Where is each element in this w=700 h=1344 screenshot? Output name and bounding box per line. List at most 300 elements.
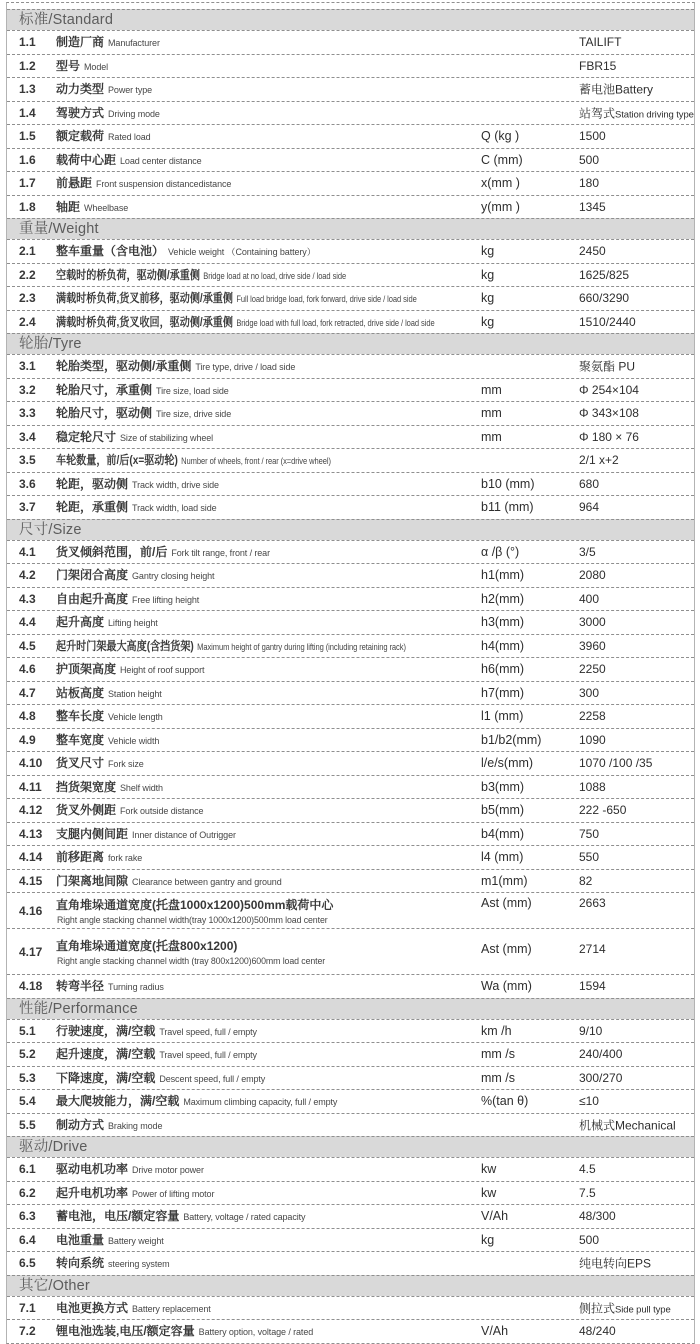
row-value-main: 2714 [579, 942, 606, 956]
row-value [579, 662, 606, 676]
row-label-chinese: 轮胎尺寸，承重侧 [56, 382, 153, 397]
row-label-english: Height of roof support [120, 665, 205, 676]
row-unit: b1/b2(mm) [481, 732, 542, 747]
row-number: 2.2 [19, 267, 36, 282]
row-unit: Q (kg ) [481, 129, 520, 144]
row-value [579, 453, 619, 467]
row-value [579, 545, 596, 559]
row-number: 4.8 [19, 709, 36, 724]
row-number: 4.1 [19, 544, 36, 559]
row-unit: h6(mm) [481, 662, 525, 677]
row-value-main: 400 [579, 591, 600, 606]
row-value [579, 35, 621, 49]
row-label [56, 1231, 164, 1249]
row-label [56, 266, 346, 284]
row-value-main: 222 -650 [579, 803, 627, 818]
row-number: 4.4 [19, 615, 36, 630]
row-value [579, 1094, 599, 1108]
row-value-main: 2080 [579, 568, 606, 583]
row-value-main: TAILIFT [579, 35, 622, 50]
row-value [579, 1209, 616, 1223]
row-number: 6.2 [19, 1185, 36, 1200]
row-label [56, 590, 199, 608]
table-row [7, 563, 694, 587]
row-value-main: 1070 /100 /35 [579, 756, 653, 771]
table-row [7, 1319, 694, 1343]
row-label [56, 660, 204, 678]
row-unit: kg [481, 267, 495, 282]
row-number: 1.7 [19, 176, 36, 191]
row-label-chinese: 电池重量 [56, 1232, 105, 1247]
row-label [56, 127, 151, 145]
row-value [579, 1186, 596, 1200]
row-label-english: Front suspension distancedistance [96, 179, 232, 190]
row-value-main: ≤10 [579, 1094, 599, 1109]
row-number: 4.16 [19, 903, 43, 918]
row-label [56, 684, 162, 702]
table-row [7, 704, 694, 728]
row-number: 5.3 [19, 1070, 36, 1085]
row-value-main: 680 [579, 476, 600, 491]
row-unit: h7(mm) [481, 685, 525, 700]
row-number: 6.4 [19, 1232, 36, 1247]
row-value-main: 侧拉式 [579, 1301, 616, 1316]
row-number: 6.5 [19, 1256, 36, 1271]
row-value-main: 82 [579, 873, 593, 888]
row-label-chinese: 直角堆垛通道宽度(托盘800x1200) [56, 939, 238, 953]
row-number: 5.4 [19, 1094, 36, 1109]
row-value-main: 9/10 [579, 1023, 603, 1038]
row-number: 4.18 [19, 979, 43, 994]
row-label [56, 778, 163, 796]
row-label [56, 1092, 337, 1110]
row-value-main: 纯电转向EPS [579, 1256, 652, 1271]
row-number: 1.6 [19, 152, 36, 167]
row-value-main: 机械式Mechanical [579, 1118, 676, 1133]
table-row [7, 974, 694, 998]
row-label-english: Rated load [108, 132, 151, 143]
row-value-main: 2450 [579, 244, 606, 259]
row-number: 3.5 [19, 453, 36, 468]
row-unit: mm [481, 382, 502, 397]
table-row [7, 263, 694, 287]
row-label [56, 1299, 211, 1317]
table-row [7, 634, 694, 658]
row-unit: α /β (°) [481, 544, 520, 559]
row-label-english: Battery weight [108, 1235, 164, 1246]
row-label [56, 313, 435, 331]
table-row [7, 845, 694, 869]
row-value-main: FBR15 [579, 58, 617, 73]
row-value-main: 3/5 [579, 544, 596, 559]
row-number: 6.3 [19, 1209, 36, 1224]
row-label-english: Size of stabilizing wheel [120, 432, 214, 443]
row-value [579, 709, 606, 723]
row-value [579, 1299, 671, 1316]
row-unit: h3(mm) [481, 615, 525, 630]
row-value-main: 1088 [579, 779, 606, 794]
table-row [7, 171, 694, 195]
row-number: 1.1 [19, 35, 36, 50]
row-label-english: Maximum climbing capacity, full / empty [183, 1097, 338, 1108]
table-row [7, 1251, 694, 1275]
row-value [579, 1116, 676, 1133]
row-label-english: Right angle stacking channel width (tray 800x1200)600mm load center [57, 956, 326, 966]
table-row [7, 1228, 694, 1252]
row-label-english: Station height [108, 688, 162, 699]
table-row [7, 540, 694, 564]
row-value-main: 964 [579, 500, 600, 515]
row-unit: h2(mm) [481, 591, 525, 606]
row-label-english: Bridge load with full load, fork retracted, drive side / load side [236, 317, 435, 328]
row-unit: mm [481, 429, 502, 444]
row-unit: km /h [481, 1023, 512, 1038]
row-value-main: 2663 [579, 896, 606, 910]
row-label-english: Bridge load at no load, drive side / load side [203, 270, 347, 281]
table-row [7, 869, 694, 893]
row-label-chinese: 起升电机功率 [56, 1185, 129, 1200]
row-value-main: 2250 [579, 662, 606, 677]
row-label-english: Braking mode [108, 1120, 163, 1131]
row-value [579, 827, 599, 841]
row-label [56, 1116, 162, 1134]
row-label-english: Power of lifting motor [132, 1188, 215, 1199]
row-label-chinese: 起升时门架最大高度(含挡货架) [56, 638, 194, 653]
row-label-chinese: 空载时的桥负荷，驱动侧/承重侧 [56, 267, 200, 282]
table-row [7, 681, 694, 705]
row-number: 4.17 [19, 944, 43, 959]
row-value-main: 2/1 x+2 [579, 453, 619, 468]
table-row [7, 1089, 694, 1113]
row-value [579, 803, 626, 817]
row-value [579, 979, 606, 993]
row-label-chinese: 轮胎类型，驱动侧/承重侧 [56, 359, 192, 374]
table-row [7, 148, 694, 172]
table-row [7, 751, 694, 775]
table-row [7, 286, 694, 310]
row-number: 4.9 [19, 732, 36, 747]
row-value [579, 315, 636, 329]
row-label-chinese: 制造厂商 [56, 35, 105, 50]
table-row [7, 1181, 694, 1205]
row-value-main: 48/300 [579, 1209, 616, 1224]
row-label [56, 1069, 265, 1087]
row-label [56, 198, 128, 216]
table-row [7, 401, 694, 425]
table-row [7, 892, 694, 928]
row-label [56, 1160, 204, 1178]
row-label-english: Fork outside distance [120, 806, 204, 817]
row-label-english: Vehicle weight （Containing battery） [168, 247, 316, 258]
row-value [579, 1162, 596, 1176]
row-value-main: 1500 [579, 129, 606, 144]
row-label [56, 1254, 170, 1272]
row-value [579, 1047, 622, 1061]
row-label-english: Gantry closing height [132, 571, 215, 582]
row-label-chinese: 货叉倾斜范围，前/后 [56, 544, 168, 559]
row-value [579, 1255, 651, 1272]
row-value [579, 406, 639, 420]
row-label-chinese: 起升高度 [56, 615, 105, 630]
row-unit: y(mm ) [481, 199, 520, 214]
table-row [7, 1042, 694, 1066]
row-label [56, 151, 202, 169]
row-label-chinese: 轮距，承重侧 [56, 500, 129, 515]
row-label [56, 707, 163, 725]
row-label [56, 1022, 257, 1040]
row-label-english: Free lifting height [132, 594, 200, 605]
row-label-chinese: 最大爬坡能力，满/空载 [56, 1094, 180, 1109]
row-unit: Ast (mm) [481, 896, 532, 910]
row-label-english: Full load bridge load, fork forward, drive side / load side [236, 294, 417, 305]
section-header: 轮胎/Tyre [7, 333, 694, 354]
row-value-main: 蓄电池Battery [579, 82, 654, 97]
row-label [56, 1207, 305, 1225]
row-number: 1.2 [19, 58, 36, 73]
row-label-chinese: 额定载荷 [56, 129, 105, 144]
row-unit: kg [481, 1232, 495, 1247]
table-row [7, 1066, 694, 1090]
row-value [579, 639, 606, 653]
row-unit: l1 (mm) [481, 709, 524, 724]
row-label-chinese: 转弯半径 [56, 979, 105, 994]
row-label-chinese: 整车长度 [56, 709, 105, 724]
row-label-chinese: 站板高度 [56, 685, 105, 700]
row-value [579, 104, 694, 121]
row-value-main: Φ 254×104 [579, 382, 639, 397]
row-label [56, 637, 406, 655]
row-number: 4.7 [19, 685, 36, 700]
row-number: 2.3 [19, 291, 36, 306]
row-unit: %(tan θ) [481, 1094, 529, 1109]
row-value-main: 3000 [579, 615, 606, 630]
row-label-english: fork rake [108, 853, 143, 864]
row-label-chinese: 整车重量（含电池） [56, 244, 165, 259]
row-number: 1.3 [19, 82, 36, 97]
row-number: 4.3 [19, 591, 36, 606]
row-unit: kg [481, 314, 495, 329]
row-value-main: 1345 [579, 199, 606, 214]
row-label [56, 242, 316, 260]
row-value [579, 153, 599, 167]
row-value-main: 1090 [579, 732, 606, 747]
row-label-chinese: 门架离地间隙 [56, 873, 129, 888]
row-value-main: 180 [579, 176, 600, 191]
row-label-chinese: 下降速度，满/空载 [56, 1070, 156, 1085]
row-label [56, 754, 144, 772]
row-label-english: Load center distance [120, 155, 202, 166]
table-row [7, 425, 694, 449]
row-number: 3.1 [19, 359, 36, 374]
row-label-chinese: 电池更换方式 [56, 1300, 129, 1315]
row-unit: b3(mm) [481, 779, 525, 794]
row-number: 5.1 [19, 1023, 36, 1038]
row-label [56, 1184, 214, 1202]
row-label-english: Inner distance of Outrigger [132, 829, 236, 840]
row-label-english: Fork tilt range, front / rear [171, 547, 270, 558]
row-label-chinese: 支腿内侧间距 [56, 826, 129, 841]
section-header: 性能/Performance [7, 998, 694, 1019]
row-label-chinese: 蓄电池，电压/额定容量 [56, 1209, 180, 1224]
row-label-english: Maximum height of gantry during lifting (including retaining rack) [197, 641, 406, 652]
row-label-chinese: 前悬距 [56, 176, 93, 191]
row-unit: m1(mm) [481, 873, 528, 888]
row-value-main: 1510/2440 [579, 314, 636, 329]
row-label-chinese: 门架闭合高度 [56, 568, 129, 583]
row-value-main: 2258 [579, 709, 606, 724]
table-row [7, 798, 694, 822]
row-value [579, 244, 606, 258]
table-row [7, 495, 694, 519]
table-row [7, 657, 694, 681]
section-header: 驱动/Drive [7, 1136, 694, 1157]
table-row [7, 822, 694, 846]
row-label [56, 357, 295, 375]
row-label [56, 428, 213, 446]
table-row [7, 1019, 694, 1043]
section-header: 标准/Standard [7, 9, 694, 30]
row-unit: b5(mm) [481, 803, 525, 818]
row-value [579, 896, 606, 910]
row-label [56, 33, 160, 51]
row-number: 3.3 [19, 406, 36, 421]
row-label-chinese: 制动方式 [56, 1117, 105, 1132]
table-row [7, 472, 694, 496]
row-label-english: Track width, load side [132, 503, 217, 514]
row-number: 3.7 [19, 500, 36, 515]
section-header: 重量/Weight [7, 218, 694, 239]
row-label-chinese: 稳定轮尺寸 [56, 429, 117, 444]
row-value [579, 59, 616, 73]
row-label [56, 1322, 313, 1340]
table-row [7, 928, 694, 974]
row-label-english: Tire type, drive / load side [195, 362, 296, 373]
row-value [579, 615, 606, 629]
table-row [7, 587, 694, 611]
row-label [56, 381, 229, 399]
row-unit: l4 (mm) [481, 850, 524, 865]
row-value-main: 500 [579, 1232, 600, 1247]
row-label-chinese: 挡货架宽度 [56, 779, 117, 794]
row-value-main: 500 [579, 152, 600, 167]
row-value-main: 聚氨酯 PU [579, 359, 636, 374]
row-label-english: Track width, drive side [132, 479, 219, 490]
row-label [56, 613, 158, 631]
row-value [579, 568, 606, 582]
table-row [7, 124, 694, 148]
row-number: 4.11 [19, 779, 42, 794]
row-label-chinese: 货叉外侧距 [56, 803, 117, 818]
row-label-chinese: 起升速度，满/空载 [56, 1047, 156, 1062]
row-unit: Ast (mm) [481, 942, 532, 956]
row-unit: mm [481, 406, 502, 421]
row-unit: b10 (mm) [481, 476, 535, 491]
row-label [56, 57, 108, 75]
row-label [56, 896, 333, 925]
row-unit: kw [481, 1185, 497, 1200]
row-label-english: Travel speed, full / empty [159, 1050, 257, 1061]
row-value-suffix: Station driving type [615, 109, 694, 121]
row-number: 5.5 [19, 1117, 36, 1132]
row-value [579, 430, 639, 444]
row-unit: b11 (mm) [481, 500, 534, 515]
row-label [56, 451, 331, 469]
row-label-chinese: 动力类型 [56, 82, 105, 97]
table-row [7, 54, 694, 78]
table-row [7, 610, 694, 634]
row-label-english: Vehicle width [108, 735, 160, 746]
row-value-main: 1594 [579, 979, 606, 994]
row-value [579, 1324, 616, 1338]
row-value [579, 176, 599, 190]
row-value-main: 750 [579, 826, 600, 841]
row-label-chinese: 锂电池选装,电压/额定容量 [56, 1324, 195, 1339]
row-unit: V/Ah [481, 1324, 509, 1339]
table-row [7, 239, 694, 263]
row-value [579, 874, 592, 888]
row-label [56, 566, 214, 584]
row-value [579, 756, 652, 770]
row-label-chinese: 驾驶方式 [56, 105, 105, 120]
row-label-english: Vehicle length [108, 712, 163, 723]
row-value [579, 1233, 599, 1247]
row-unit: l/e/s(mm) [481, 756, 534, 771]
row-label [56, 801, 203, 819]
row-value-main: 站驾式 [579, 106, 616, 121]
row-value-main: Φ 343×108 [579, 406, 639, 421]
row-number: 4.10 [19, 756, 43, 771]
row-label-chinese: 前移距离 [56, 850, 105, 865]
row-number: 1.4 [19, 105, 36, 120]
table-row [7, 728, 694, 752]
row-unit: kw [481, 1162, 497, 1177]
row-value-main: 240/400 [579, 1047, 623, 1062]
row-label [56, 1045, 257, 1063]
row-label-english: Travel speed, full / empty [159, 1026, 257, 1037]
row-label [56, 174, 231, 192]
table-row [7, 354, 694, 378]
row-number: 6.1 [19, 1162, 36, 1177]
row-unit: C (mm) [481, 152, 523, 167]
row-value [579, 780, 606, 794]
row-value-main: 3960 [579, 638, 606, 653]
section-header: 尺寸/Size [7, 519, 694, 540]
row-unit: kg [481, 244, 495, 259]
row-label-english: Shelf width [120, 782, 163, 793]
row-value-main: 4.5 [579, 1162, 596, 1177]
row-unit: mm /s [481, 1047, 516, 1062]
row-label-english: Battery replacement [132, 1303, 211, 1314]
row-value-main: 660/3290 [579, 291, 630, 306]
row-value [579, 268, 629, 282]
row-value [579, 686, 599, 700]
section-header: 其它/Other [7, 1275, 694, 1296]
row-value [579, 200, 606, 214]
row-label-chinese: 货叉尺寸 [56, 756, 105, 771]
table-row [7, 775, 694, 799]
row-value [579, 1071, 622, 1085]
row-label [56, 825, 236, 843]
row-number: 1.8 [19, 199, 36, 214]
row-label [56, 289, 417, 307]
row-unit: mm /s [481, 1070, 516, 1085]
row-label-english: Tire size, drive side [156, 409, 232, 420]
row-value [579, 850, 599, 864]
table-row [7, 1204, 694, 1228]
row-label-chinese: 车轮数量，前/后(x=驱动轮) [56, 453, 178, 468]
row-label-english: Battery, voltage / rated capacity [183, 1212, 306, 1223]
row-unit: x(mm ) [481, 176, 520, 191]
